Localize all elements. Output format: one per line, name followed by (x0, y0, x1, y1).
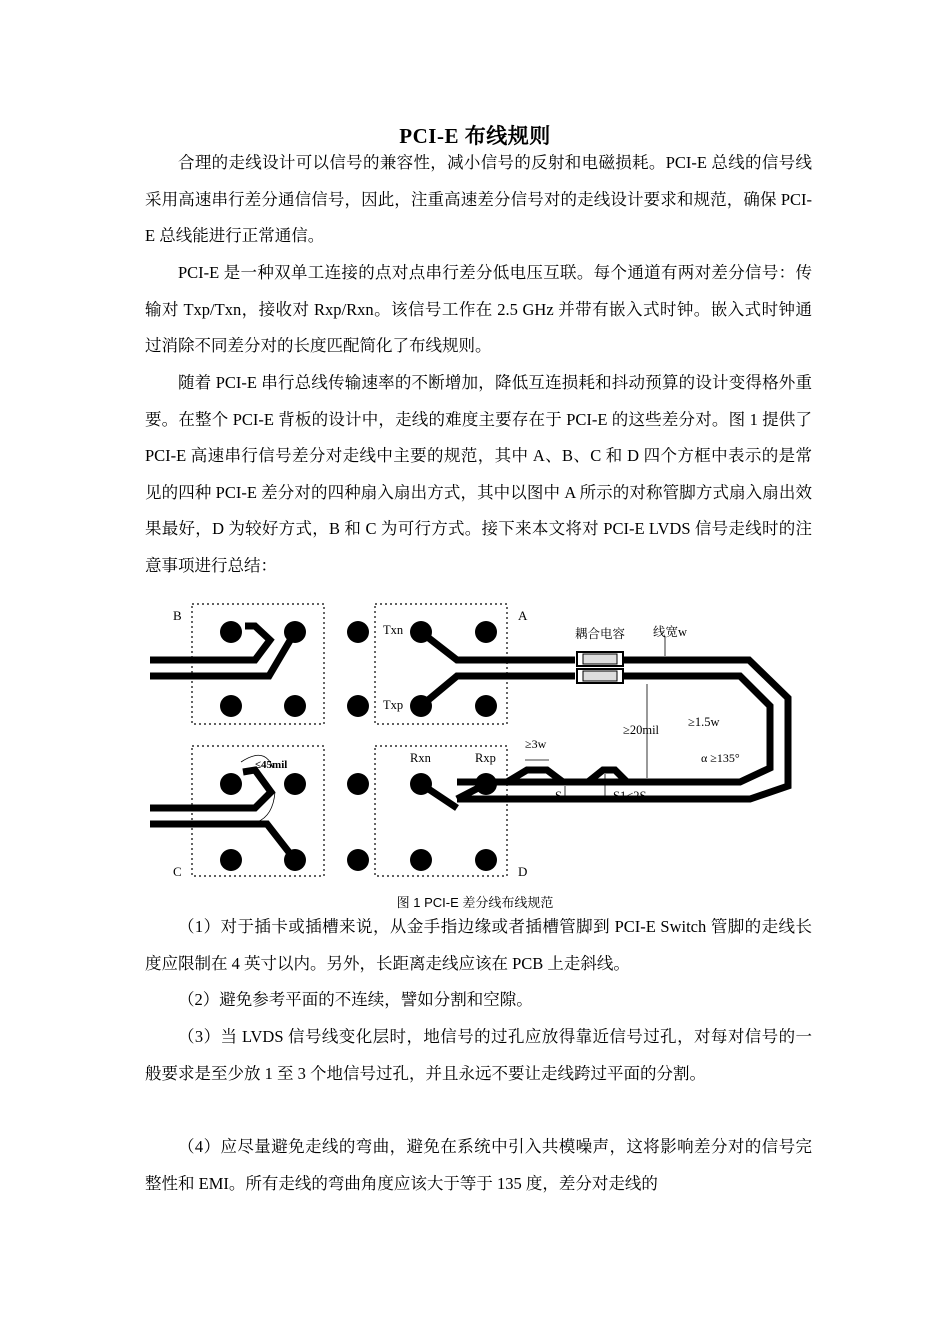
coupling-capacitors (577, 652, 623, 683)
pin-label-txp: Txp (383, 698, 404, 712)
document-title: PCI-E 布线规则 (399, 124, 551, 148)
paragraph-backplane-design: 随着 PCI-E 串行总线传输速率的不断增加，降低互连损耗和抖动预算的设计变得格外重要。在整个 PCI-E 背板的设计中，走线的难度主要存在于 PCI-E 的这些差分对。图 1 提供了 PCI-E 高速串行信号差分对走线中主要的规范，其中 A、B、C 和 D 四个方框中表示的是常见的四种 PCI-E 差分对的四种扇入扇出方式，其中以图中 A 所示的对称管脚方式扇入扇出效果最好，D 为较好方式，B 和 C 为可行方式。接下来本文将对 PCI-E LVDS 信号走线时的注意事项进行总结： (145, 373, 812, 575)
annotation-s1: S1<2S (613, 789, 647, 803)
annotation-s: S (555, 789, 562, 803)
pin-label-rxp: Rxp (475, 751, 496, 765)
paragraph-rule-2: （2）避免参考平面的不连续，譬如分割和空隙。 (178, 990, 533, 1009)
annotation-bump: ≥3w (525, 737, 547, 751)
annotation-45mil: ≤45mil (255, 759, 288, 771)
pin-label-rxn: Rxn (410, 751, 431, 765)
paragraph-rule-3: （3）当 LVDS 信号线变化层时，地信号的过孔应放得靠近信号过孔，对每对信号的一般要求是至少放 1 至 3 个地信号过孔，并且永远不要让走线跨过平面的分割。 (145, 1027, 812, 1083)
paragraph-rule-1: （1）对于插卡或插槽来说，从金手指边缘或者插槽管脚到 PCI-E Switch 管脚的走线长度应限制在 4 英寸以内。另外，长距离走线应该在 PCB 上走斜线。 (145, 917, 812, 973)
label-a: A (518, 608, 528, 623)
annotation-capacitor: 耦合电容 (575, 627, 626, 641)
annotation-width: 线宽w (653, 625, 688, 639)
routing-diagram (145, 596, 812, 886)
annotation-angle: α ≥135° (701, 751, 740, 765)
traces (150, 626, 788, 860)
annotation-20mil: ≥20mil (623, 723, 660, 737)
paragraph-rule-4: （4）应尽量避免走线的弯曲，避免在系统中引入共模噪声，这将影响差分对的信号完整性和 EMI。所有走线的弯曲角度应该大于等于 135 度，差分对走线的 (145, 1137, 812, 1193)
paragraph-intro: 合理的走线设计可以信号的兼容性，减小信号的反射和电磁损耗。PCI-E 总线的信号线采用高速串行差分通信信号，因此，注重高速差分信号对的走线设计要求和规范，确保 PCI-E 总线能进行正常通信。 (145, 153, 812, 245)
pcie-routing-figure (145, 596, 812, 886)
label-d: D (518, 864, 528, 879)
annotation-bend-radius: ≥1.5w (688, 715, 720, 729)
label-b: B (173, 608, 182, 623)
pin-label-txn: Txn (383, 623, 404, 637)
figure-caption: 图 1 PCI-E 差分线布线规范 (396, 895, 554, 910)
paragraph-pcie-overview: PCI-E 是一种双单工连接的点对点串行差分低电压互联。每个通道有两对差分信号：传输对 Txp/Txn，接收对 Rxp/Rxn。该信号工作在 2.5 GHz 并带有嵌入式时钟。嵌入式时钟通过消除不同差分对的长度匹配简化了布线规则。 (145, 263, 812, 355)
label-c: C (173, 864, 182, 879)
